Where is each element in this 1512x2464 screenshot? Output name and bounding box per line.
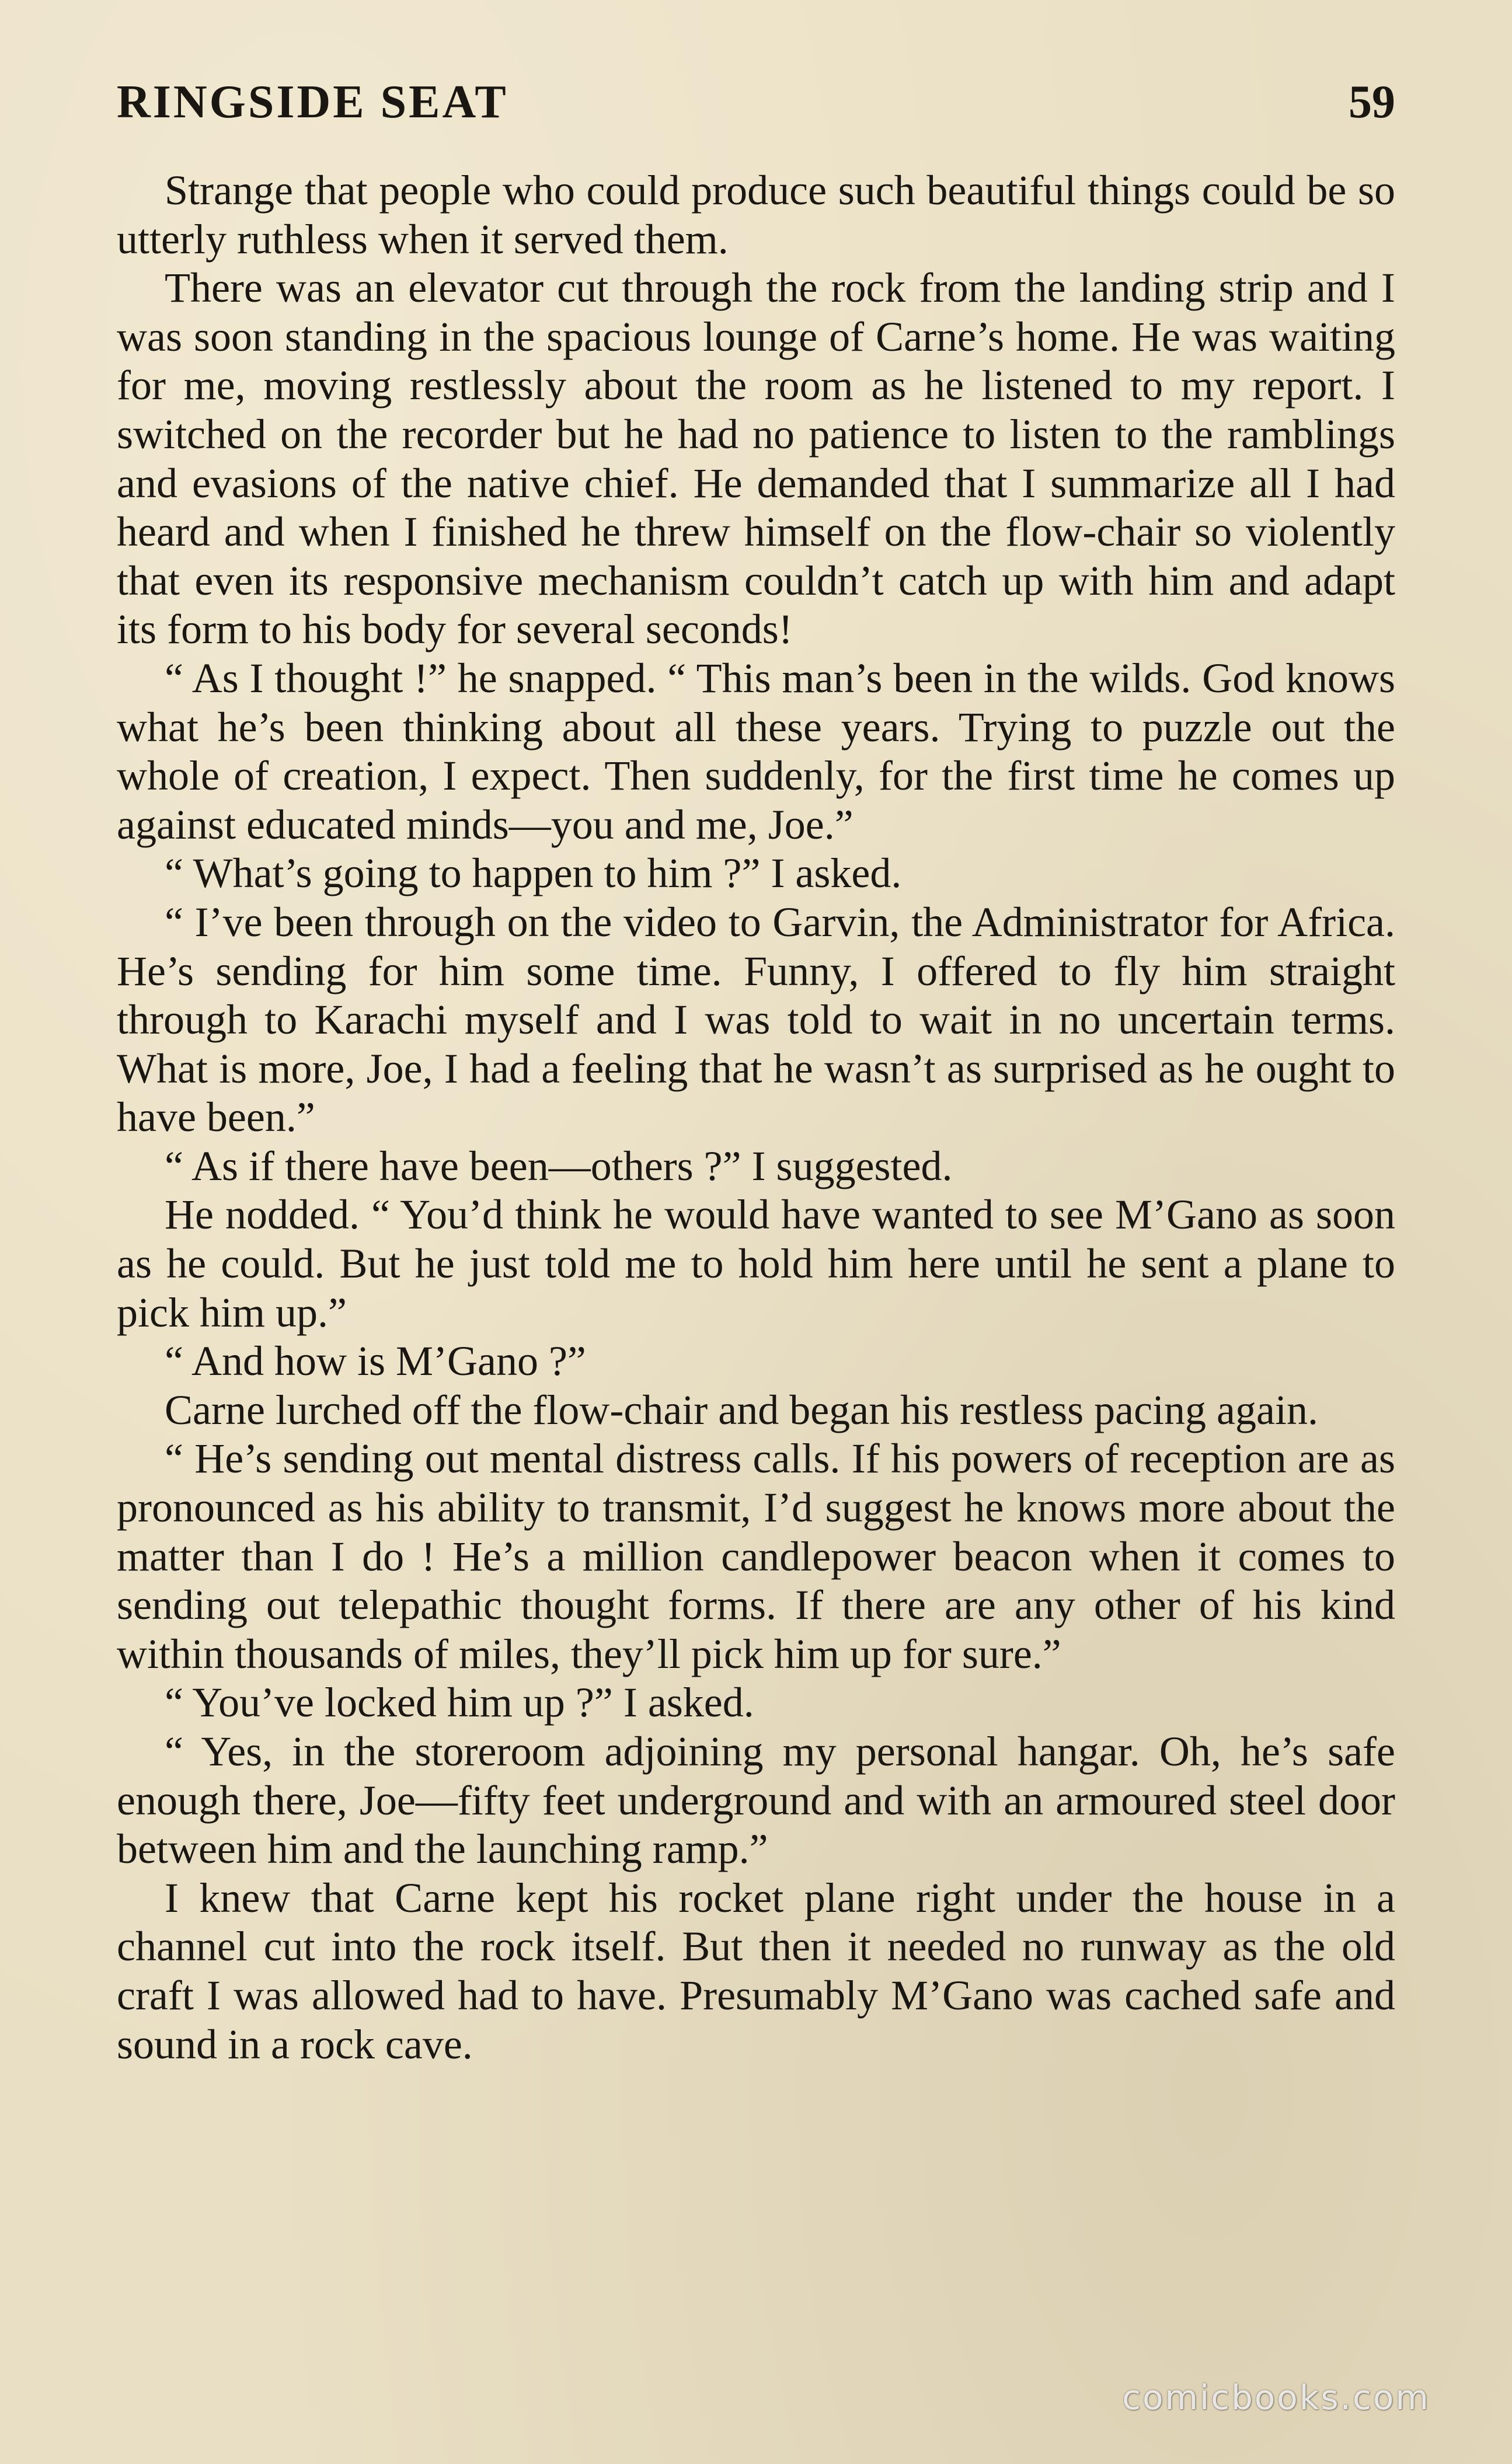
paragraph: “ I’ve been through on the video to Garvin, the Administrator for Africa. He’s sending for him some time. Funny, I offered to fly him straight through to Karachi myself and I was told to wait in no uncertain terms. What is more, Joe, I had a feeling that he wasn’t as surprised as he ought to have been.” — [117, 898, 1395, 1141]
paragraph: “ Yes, in the storeroom adjoining my personal hangar. Oh, he’s safe enough there, Joe—fifty feet underground and with an armoured steel door between him and the launching ramp.” — [117, 1728, 1395, 1873]
paragraph: “ What’s going to happen to him ?” I asked. — [165, 850, 902, 897]
paragraph: “ You’ve locked him up ?” I asked. — [165, 1679, 754, 1726]
paragraph: He nodded. “ You’d think he would have wanted to see M’Gano as soon as he could. But he just told me to hold him here until he sent a plane to pick him up.” — [117, 1191, 1395, 1336]
page-number: 59 — [1349, 76, 1395, 128]
paragraph: “ As if there have been—others ?” I suggested. — [165, 1142, 953, 1189]
paragraph: There was an elevator cut through the rock from the landing strip and I was soon standing in the spacious lounge of Carne’s home. He was waiting for me, moving restlessly about the room as he listened to my report. I switched on the recorder but he had no patience to listen to the ramblings and evasions of the native chief. He demanded that I summarize all I had heard and when I finished he threw himself on the flow-chair so violently that even its responsive mechanism couldn’t catch up with him and adapt its form to his body for several seconds! — [117, 264, 1395, 653]
page-header — [117, 76, 1395, 140]
paragraph: “ And how is M’Gano ?” — [165, 1338, 586, 1385]
body-text — [117, 166, 1395, 2069]
paragraph: Carne lurched off the flow-chair and began his restless pacing again. — [165, 1386, 1318, 1433]
running-head: RINGSIDE SEAT — [117, 76, 508, 128]
paragraph: “ He’s sending out mental distress calls. If his powers of reception are as pronounced as his ability to transmit, I’d suggest he knows more about the matter than I do ! He’s a million candlepower beacon when it comes to sending out telepathic thought forms. If there are any other of his kind within thousands of miles, they’ll pick him up for sure.” — [117, 1435, 1395, 1677]
paragraph: “ As I thought !” he snapped. “ This man’s been in the wilds. God knows what he’s been thinking about all these years. Trying to puzzle out the whole of creation, I expect. Then suddenly, for the first time he comes up against educated minds—you and me, Joe.” — [117, 654, 1395, 848]
book-page — [117, 76, 1395, 2069]
paragraph: Strange that people who could produce such beautiful things could be so utterly ruthless when it served them. — [117, 167, 1395, 263]
paragraph: I knew that Carne kept his rocket plane right under the house in a channel cut into the rock itself. But then it needed no runway as the old craft I was allowed had to have. Presumably M’Gano was cached safe and sound in a rock cave. — [117, 1874, 1395, 2068]
watermark: comicbooks.com — [1122, 2378, 1430, 2417]
